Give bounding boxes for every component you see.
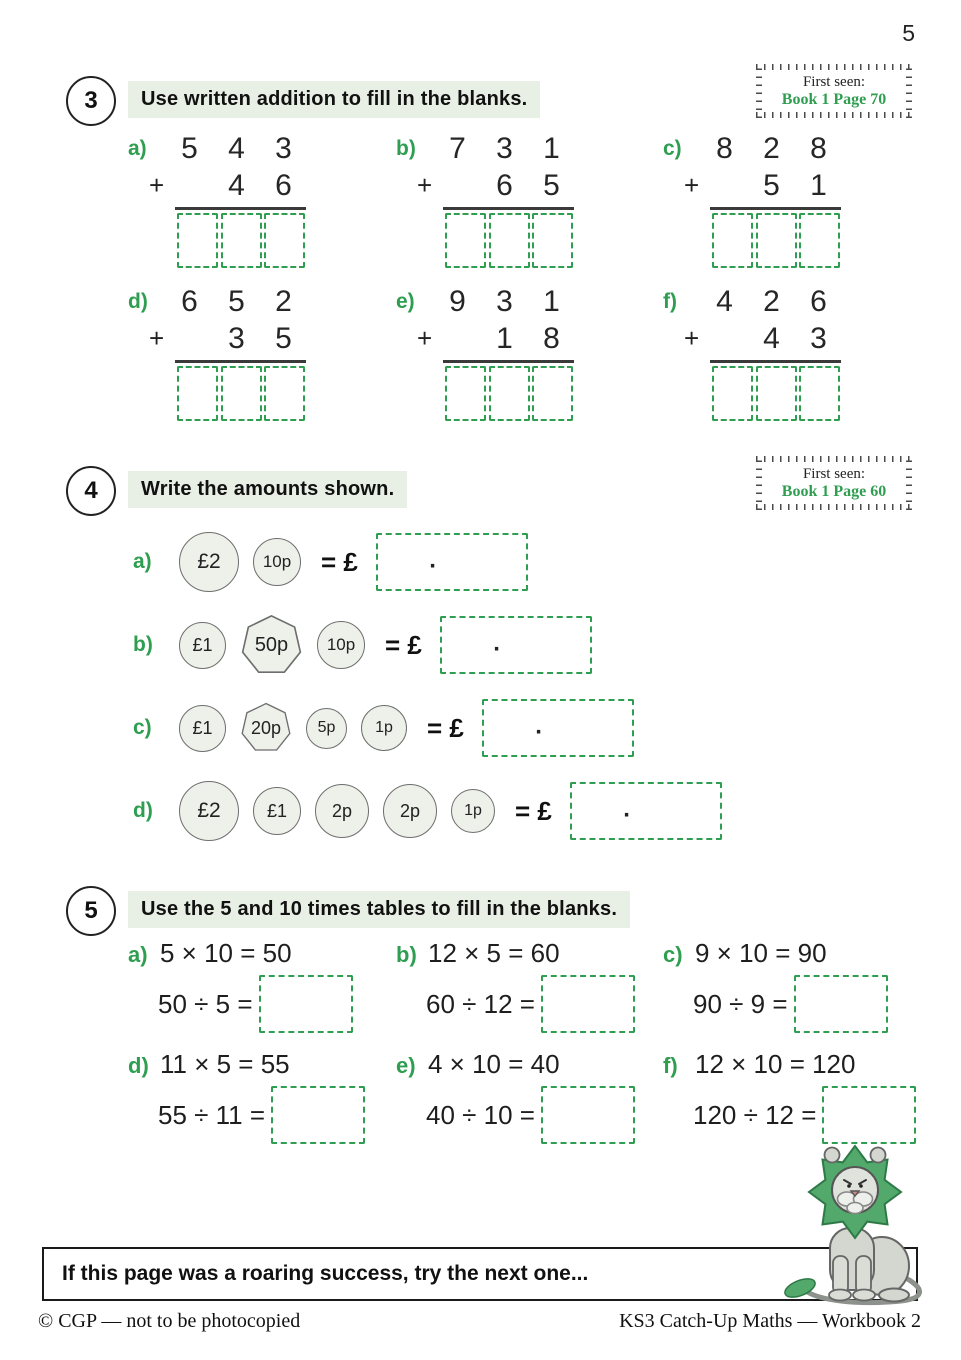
digit: 3	[496, 131, 513, 165]
digit: 2	[763, 284, 780, 318]
problem-label: c)	[663, 942, 683, 967]
equals-pound: = £	[427, 712, 464, 743]
coin-1-pound-icon: £1	[179, 622, 226, 669]
answer-boxes	[177, 366, 343, 421]
plus-sign: +	[149, 170, 165, 200]
answer-box[interactable]	[445, 366, 486, 421]
coin-5p-icon: 5p	[306, 708, 347, 749]
digit: 8	[543, 321, 560, 355]
answer-box[interactable]	[532, 213, 573, 268]
coin-2-pounds-icon: £2	[179, 781, 239, 841]
digit: 4	[228, 168, 245, 202]
answer-box[interactable]	[177, 366, 218, 421]
digit: 5	[228, 284, 245, 318]
multiplication-fact: 11 × 5 = 55	[160, 1049, 290, 1079]
multiplication-fact: 9 × 10 = 90	[695, 938, 827, 968]
problem-label: f)	[663, 289, 677, 313]
multiplication-fact: 5 × 10 = 50	[160, 938, 292, 968]
digit: 5	[763, 168, 780, 202]
addition-problem-f	[663, 283, 878, 421]
multiplication-fact: 12 × 5 = 60	[428, 938, 560, 968]
addition-problem-b	[396, 130, 611, 268]
answer-boxes	[177, 213, 343, 268]
row-label: a)	[133, 550, 152, 573]
question-5-title: Use the 5 and 10 times tables to fill in the blanks.	[128, 891, 630, 928]
question-3-number: 3	[66, 76, 116, 126]
decimal-point: .	[623, 795, 630, 823]
first-seen-ref: Book 1 Page 60	[781, 482, 887, 500]
decimal-point: .	[429, 546, 436, 574]
times-table-problem-b	[396, 938, 646, 1034]
money-row-c	[133, 693, 634, 763]
answer-box[interactable]	[489, 366, 530, 421]
coin-20p-icon: 20p	[240, 702, 292, 754]
plus-sign: +	[684, 170, 700, 200]
sum-line	[175, 360, 306, 363]
equals-pound: = £	[515, 795, 552, 826]
digit: 5	[543, 168, 560, 202]
coin-2p-icon: 2p	[315, 784, 369, 838]
problem-label: d)	[128, 1053, 149, 1078]
digit: 8	[716, 131, 733, 165]
digit: 7	[449, 131, 466, 165]
row-label: d)	[133, 799, 153, 822]
sum-line	[443, 360, 574, 363]
answer-box[interactable]	[799, 366, 840, 421]
equals-pound: = £	[385, 629, 422, 660]
first-seen-badge-q4	[756, 456, 912, 510]
digit: 4	[716, 284, 733, 318]
first-seen-label: First seen:	[802, 73, 866, 90]
banner-text: If this page was a roaring success, try the next one...	[62, 1262, 589, 1285]
problem-label: c)	[663, 136, 682, 160]
coin-10p-icon: 10p	[317, 621, 365, 669]
sum-line	[710, 207, 841, 210]
digit: 3	[228, 321, 245, 355]
first-seen-badge-q3	[756, 64, 912, 118]
question-3-title: Use written addition to fill in the blanks.	[128, 81, 540, 118]
answer-box[interactable]	[489, 213, 530, 268]
coin-1-pound-icon: £1	[179, 705, 226, 752]
question-5-number: 5	[66, 886, 116, 936]
question-4-number: 4	[66, 466, 116, 516]
answer-box[interactable]	[264, 366, 305, 421]
answer-box[interactable]	[756, 213, 797, 268]
answer-box[interactable]	[177, 213, 218, 268]
multiplication-fact: 12 × 10 = 120	[695, 1049, 856, 1079]
answer-boxes	[445, 213, 611, 268]
money-row-d	[133, 776, 722, 846]
multiplication-fact: 4 × 10 = 40	[428, 1049, 560, 1079]
plus-sign: +	[684, 323, 700, 353]
coin-1-pound-icon: £1	[253, 787, 301, 835]
answer-box[interactable]	[541, 1086, 635, 1144]
plus-sign: +	[417, 170, 433, 200]
answer-boxes	[445, 366, 611, 421]
answer-box[interactable]	[712, 213, 753, 268]
coin-2p-icon: 2p	[383, 784, 437, 838]
digit: 1	[810, 168, 827, 202]
decimal-point: .	[493, 629, 500, 657]
times-table-problem-c	[663, 938, 913, 1034]
addition-problem-c	[663, 130, 878, 268]
digit: 5	[275, 321, 292, 355]
lion-illustration-icon	[770, 1138, 942, 1314]
digit: 1	[543, 131, 560, 165]
row-label: b)	[133, 633, 153, 656]
digit: 1	[496, 321, 513, 355]
sum-line	[710, 360, 841, 363]
answer-boxes	[712, 366, 878, 421]
answer-boxes	[712, 213, 878, 268]
problem-label: e)	[396, 289, 415, 313]
problem-label: f)	[663, 1053, 678, 1078]
division-question: 120 ÷ 12 =	[693, 1099, 817, 1130]
coin-1p-icon: 1p	[361, 705, 407, 751]
times-table-problem-f	[663, 1049, 913, 1145]
first-seen-label: First seen:	[802, 465, 866, 482]
times-table-problem-d	[128, 1049, 378, 1145]
digit: 6	[496, 168, 513, 202]
coin-1p-icon: 1p	[451, 789, 495, 833]
answer-box[interactable]	[271, 1086, 365, 1144]
plus-sign: +	[149, 323, 165, 353]
coin-2-pounds-icon: £2	[179, 532, 239, 592]
amount-answer-box[interactable]	[440, 616, 592, 674]
answer-box[interactable]	[822, 1086, 916, 1144]
problem-label: e)	[396, 1053, 416, 1078]
plus-sign: +	[417, 323, 433, 353]
division-question: 40 ÷ 10 =	[426, 1099, 535, 1130]
problem-label: a)	[128, 942, 148, 967]
answer-box[interactable]	[799, 213, 840, 268]
digit: 6	[810, 284, 827, 318]
division-question: 55 ÷ 11 =	[158, 1099, 266, 1130]
answer-box[interactable]	[794, 975, 888, 1033]
sum-line	[175, 207, 306, 210]
digit: 6	[181, 284, 198, 318]
problem-label: d)	[128, 289, 148, 313]
division-question: 60 ÷ 12 =	[426, 988, 535, 1019]
digit: 3	[810, 321, 827, 355]
answer-box[interactable]	[532, 366, 573, 421]
answer-box[interactable]	[264, 213, 305, 268]
digit: 3	[275, 131, 292, 165]
answer-box[interactable]	[712, 366, 753, 421]
problem-label: b)	[396, 136, 416, 160]
problem-label: a)	[128, 136, 147, 160]
digit: 5	[181, 131, 198, 165]
problem-label: b)	[396, 942, 417, 967]
row-label: c)	[133, 716, 152, 739]
addition-problem-a	[128, 130, 343, 268]
equals-pound: = £	[321, 546, 358, 577]
digit: 9	[449, 284, 466, 318]
digit: 2	[275, 284, 292, 318]
answer-box[interactable]	[445, 213, 486, 268]
coin-10p-icon: 10p	[253, 538, 301, 586]
digit: 2	[763, 131, 780, 165]
digit: 1	[543, 284, 560, 318]
coin-50p-icon: 50p	[240, 614, 303, 677]
money-row-b	[133, 610, 592, 680]
digit: 3	[496, 284, 513, 318]
answer-box[interactable]	[221, 366, 262, 421]
times-table-problem-e	[396, 1049, 646, 1145]
copyright-text: © CGP — not to be photocopied	[38, 1310, 301, 1332]
addition-problem-d	[128, 283, 343, 421]
times-table-problem-a	[128, 938, 378, 1034]
amount-answer-box[interactable]	[376, 533, 528, 591]
first-seen-ref: Book 1 Page 70	[781, 90, 887, 108]
amount-answer-box[interactable]	[482, 699, 634, 757]
answer-box[interactable]	[541, 975, 635, 1033]
answer-box[interactable]	[756, 366, 797, 421]
sum-line	[443, 207, 574, 210]
answer-box[interactable]	[221, 213, 262, 268]
division-question: 50 ÷ 5 =	[158, 988, 253, 1019]
digit: 8	[810, 131, 827, 165]
addition-problem-e	[396, 283, 611, 421]
money-row-a	[133, 527, 528, 597]
digit: 6	[275, 168, 292, 202]
answer-box[interactable]	[259, 975, 353, 1033]
book-title-text: KS3 Catch-Up Maths — Workbook 2	[619, 1310, 921, 1332]
amount-answer-box[interactable]	[570, 782, 722, 840]
digit: 4	[763, 321, 780, 355]
page-number: 5	[902, 20, 915, 46]
question-4-title: Write the amounts shown.	[128, 471, 407, 508]
division-question: 90 ÷ 9 =	[693, 988, 788, 1019]
digit: 4	[228, 131, 245, 165]
decimal-point: .	[535, 712, 542, 740]
